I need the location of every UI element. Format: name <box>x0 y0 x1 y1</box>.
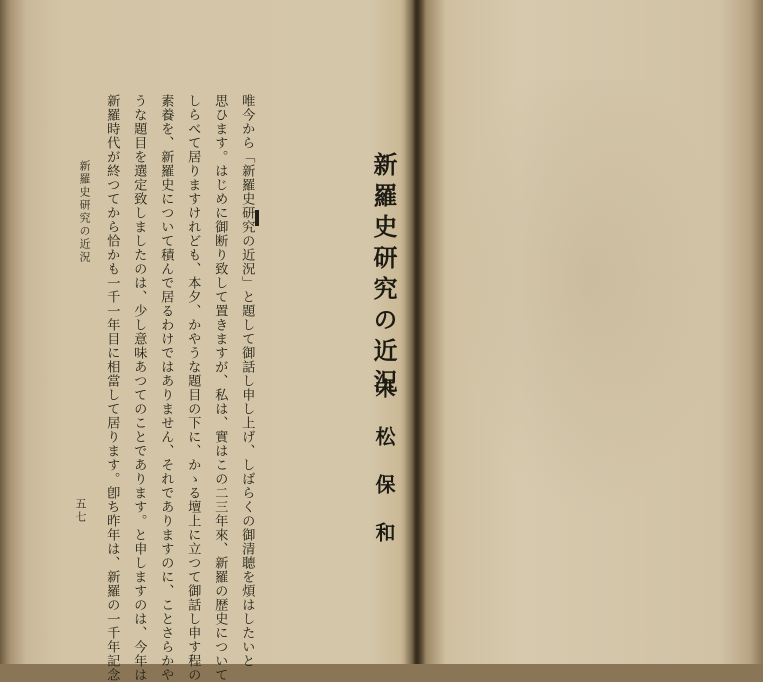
section-number-one <box>255 210 259 226</box>
show-through-stain <box>458 80 718 520</box>
body-column: 素養を、新羅史について積んで居るわけではありません、それでありますのに、ことさらかや <box>158 94 174 682</box>
author-name: 末松保和 <box>372 378 396 570</box>
body-column: うな題目を選定致しましたのは、少し意味あつてのことであります。と申しますのは、今年は <box>131 94 147 682</box>
body-column: 唯今から「新羅史研究の近況」と題して御話し申し上げ、しばらくの御清聴を煩はしたいと <box>239 94 255 668</box>
body-column: 思ひます。はじめに御断り致して置きますが、私は、實はこの二三年來、新羅の歴史について <box>212 94 228 682</box>
left-page <box>14 0 412 682</box>
article-title: 新羅史研究の近況 <box>369 152 398 400</box>
book-gutter <box>404 0 426 664</box>
running-head: 新羅史研究の近況 <box>78 160 91 264</box>
body-column: 新羅時代が終つてから恰かも一千一年目に相當して居ります。卽ち昨年は、新羅の一千年記念 <box>104 94 120 682</box>
body-column: しらべて居りますけれども、本夕、かやうな題目の下に、かゝる壇上に立つて御話し申す程の <box>185 94 201 682</box>
page-number: 五七 <box>74 498 87 524</box>
